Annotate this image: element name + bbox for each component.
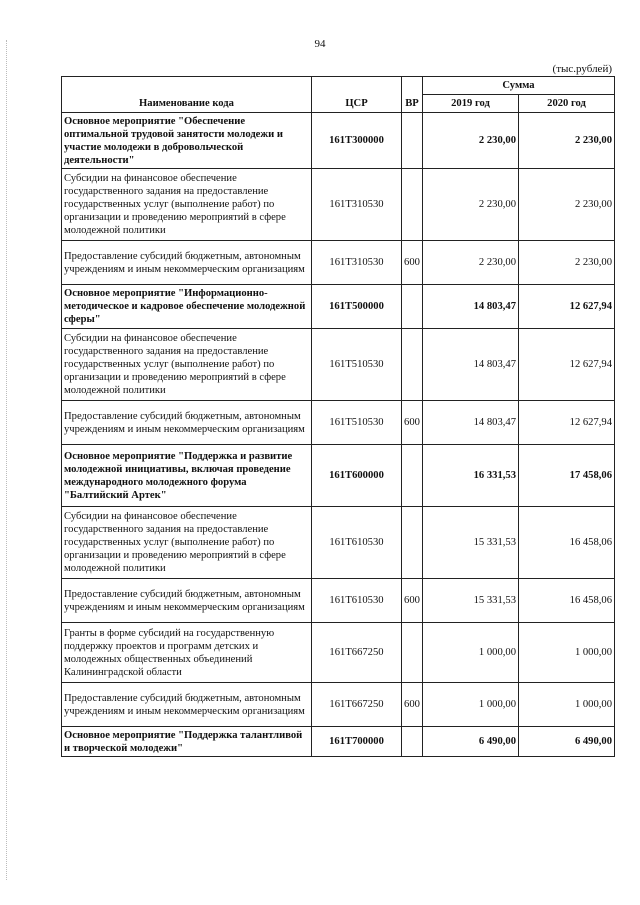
row-vr <box>402 623 423 683</box>
row-name: Основное мероприятие "Информационно-методическое и кадровое обеспечение молодежной сферы" <box>62 285 312 329</box>
row-2020: 12 627,94 <box>519 401 615 445</box>
row-2020: 1 000,00 <box>519 683 615 727</box>
row-code: 161Т667250 <box>312 683 402 727</box>
row-code: 161Т510530 <box>312 401 402 445</box>
table-row <box>62 329 615 401</box>
row-name: Субсидии на финансовое обеспечение государственного задания на предоставление государственных услуг (выполнение работ) по организации и проведению мероприятий в сфере молодежной политики <box>62 507 312 579</box>
table-row <box>62 241 615 285</box>
row-code: 161Т310530 <box>312 169 402 241</box>
row-2020: 6 490,00 <box>519 727 615 757</box>
row-code: 161Т610530 <box>312 507 402 579</box>
row-vr <box>402 329 423 401</box>
row-code: 161Т667250 <box>312 623 402 683</box>
header-2019: 2019 год <box>423 95 519 113</box>
row-code: 161Т700000 <box>312 727 402 757</box>
row-vr: 600 <box>402 579 423 623</box>
table-body <box>62 113 615 757</box>
units-label: (тыс.рублей) <box>552 63 612 75</box>
row-code: 161Т600000 <box>312 445 402 507</box>
row-2020: 16 458,06 <box>519 507 615 579</box>
row-vr: 600 <box>402 401 423 445</box>
row-vr <box>402 113 423 169</box>
row-vr <box>402 727 423 757</box>
row-name: Субсидии на финансовое обеспечение государственного задания на предоставление государственных услуг (выполнение работ) по организации и проведению мероприятий в сфере молодежной политики <box>62 169 312 241</box>
row-name: Гранты в форме субсидий на государственную поддержку проектов и программ детских и молодежных общественных объединений Калининградской области <box>62 623 312 683</box>
row-2020: 16 458,06 <box>519 579 615 623</box>
header-csr: ЦСР <box>312 77 402 113</box>
row-vr <box>402 285 423 329</box>
table-row <box>62 623 615 683</box>
row-name: Основное мероприятие "Поддержка и развитие молодежной инициативы, включая проведение международного молодежного форума "Балтийский Артек" <box>62 445 312 507</box>
row-name: Предоставление субсидий бюджетным, автономным учреждениям и иным некоммерческим организациям <box>62 401 312 445</box>
row-name: Предоставление субсидий бюджетным, автономным учреждениям и иным некоммерческим организациям <box>62 683 312 727</box>
budget-table <box>61 76 615 757</box>
header-2020: 2020 год <box>519 95 615 113</box>
row-2020: 12 627,94 <box>519 329 615 401</box>
row-2019: 2 230,00 <box>423 113 519 169</box>
header-sum: Сумма <box>423 77 615 95</box>
table-row <box>62 579 615 623</box>
row-2020: 2 230,00 <box>519 241 615 285</box>
row-2019: 14 803,47 <box>423 401 519 445</box>
row-code: 161Т310530 <box>312 241 402 285</box>
row-2020: 2 230,00 <box>519 169 615 241</box>
page-number: 94 <box>314 38 326 50</box>
table-row <box>62 169 615 241</box>
row-vr <box>402 507 423 579</box>
table-row <box>62 285 615 329</box>
table-row <box>62 401 615 445</box>
row-2020: 12 627,94 <box>519 285 615 329</box>
row-2019: 6 490,00 <box>423 727 519 757</box>
row-name: Предоставление субсидий бюджетным, автономным учреждениям и иным некоммерческим организациям <box>62 579 312 623</box>
table-row <box>62 727 615 757</box>
row-2019: 1 000,00 <box>423 683 519 727</box>
table-row <box>62 683 615 727</box>
row-code: 161Т300000 <box>312 113 402 169</box>
row-name: Субсидии на финансовое обеспечение государственного задания на предоставление государственных услуг (выполнение работ) по организации и проведению мероприятий в сфере молодежной политики <box>62 329 312 401</box>
row-2019: 14 803,47 <box>423 329 519 401</box>
row-2019: 2 230,00 <box>423 241 519 285</box>
row-code: 161Т500000 <box>312 285 402 329</box>
table-row <box>62 507 615 579</box>
row-code: 161Т610530 <box>312 579 402 623</box>
table-row <box>62 445 615 507</box>
row-2019: 1 000,00 <box>423 623 519 683</box>
row-2019: 14 803,47 <box>423 285 519 329</box>
row-code: 161Т510530 <box>312 329 402 401</box>
row-2020: 2 230,00 <box>519 113 615 169</box>
row-2019: 2 230,00 <box>423 169 519 241</box>
row-2019: 15 331,53 <box>423 579 519 623</box>
row-2019: 16 331,53 <box>423 445 519 507</box>
header-name: Наименование кода <box>62 77 312 113</box>
row-name: Основное мероприятие "Обеспечение оптимальной трудовой занятости молодежи и участие молодежи в добровольческой деятельности" <box>62 113 312 169</box>
row-vr: 600 <box>402 683 423 727</box>
row-2019: 15 331,53 <box>423 507 519 579</box>
table-row <box>62 113 615 169</box>
row-vr: 600 <box>402 241 423 285</box>
row-name: Предоставление субсидий бюджетным, автономным учреждениям и иным некоммерческим организациям <box>62 241 312 285</box>
row-2020: 17 458,06 <box>519 445 615 507</box>
row-vr <box>402 169 423 241</box>
row-vr <box>402 445 423 507</box>
scan-edge-marks <box>6 40 8 880</box>
row-2020: 1 000,00 <box>519 623 615 683</box>
header-vr: ВР <box>402 77 423 113</box>
row-name: Основное мероприятие "Поддержка талантливой и творческой молодежи" <box>62 727 312 757</box>
